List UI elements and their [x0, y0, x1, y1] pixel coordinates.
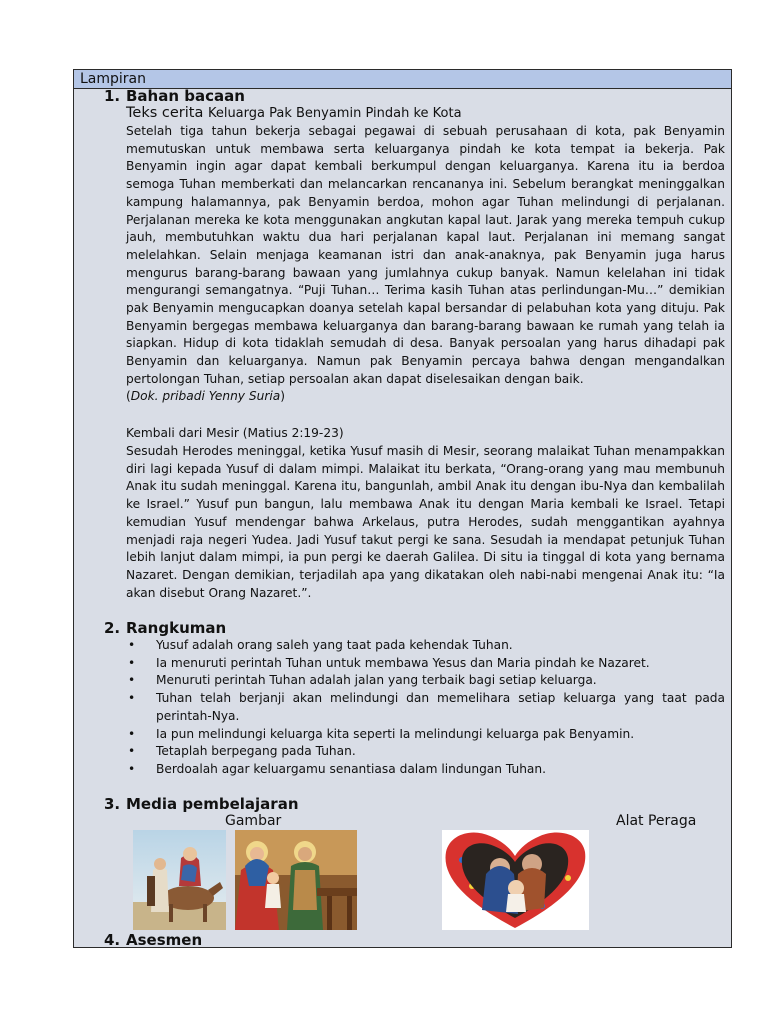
section-title-asesmen: 4. Asesmen	[104, 931, 203, 949]
story1-source: (Dok. pribadi Yenny Suria)	[126, 389, 285, 403]
flight-to-egypt-image	[133, 830, 226, 930]
section-title-media: 3. Media pembelajaran	[104, 795, 299, 813]
section-title-bahan-bacaan: 1. Bahan bacaan	[104, 87, 245, 105]
story2-text: Sesudah Herodes meninggal, ketika Yusuf masih di Mesir, seorang malaikat Tuhan menampakkan diri lagi kepada Yusuf di dalam mimpi. Malaikat itu berkata, “Orang-orang yang mau membunuh Anak itu sudah meninggal. Karena itu, bangunlah, ambil Anak itu dengan ibu-Nya dan kembalilah ke Israel.” Yusuf pun bangun, lalu membawa Anak itu dengan Maria kembali ke Israel. Tetapi kemudian Yusuf mendengar bahwa Arkelaus, putra Herodes, sudah menggantikan ayahnya menjadi raja negeri Yudea. Jadi Yusuf takut pergi ke sana. Sesudah ia mendapat petunjuk Tuhan lebih lanjut dalam mimpi, ia pun pergi ke daerah Galilea. Di situ ia tinggal di kota yang bernama Nazaret. Dengan demikian, terjadilah apa yang dikatakan oleh nabi-nabi mengenai Anak itu: “Ia akan disebut Orang Nazaret.”.	[126, 444, 725, 600]
story2-title: Kembali dari Mesir (Matius 2:19-23)	[126, 426, 344, 440]
list-item: • Yusuf adalah orang saleh yang taat pada kehendak Tuhan.	[128, 638, 513, 652]
section-title-rangkuman: 2. Rangkuman	[104, 619, 227, 637]
list-item: • Menuruti perintah Tuhan adalah jalan yang terbaik bagi setiap keluarga.	[128, 673, 597, 688]
story1-heading	[126, 105, 462, 121]
list-item: • Ia pun melindungi keluarga kita seperti Ia melindungi keluarga pak Benyamin.	[128, 726, 635, 741]
summary-list	[126, 637, 725, 779]
heart-frame-image	[442, 830, 589, 930]
story1-text: Setelah tiga tahun bekerja sebagai pegawai di sebuah perusahaan di kota, pak Benyamin memutuskan untuk membawa serta keluarganya pindah ke kota tempat ia bekerja. Pak Benyamin ingin agar dapat kembali berkumpul dengan keluarganya. Karena itu ia berdoa semoga Tuhan memberkati dan melancarkan rencananya ini. Sebelum berangkat meninggalkan kampung halamannya, pak Benyamin berdoa, mohon agar Tuhan melindungi di perjalanan. Perjalanan mereka ke kota menggunakan angkutan kapal laut. Jarak yang mereka tempuh cukup jauh, membutuhkan waktu dua hari perjalanan kapal laut. Perjalanan ini memang sangat melelahkan. Selain menjaga keamanan istri dan anak-anaknya, pak Benyamin juga harus mengurus barang-barang bawaan yang jumlahnya cukup banyak. Namun kelelahan ini tidak mengurangi semangatnya. “Puji Tuhan… Terima kasih Tuhan atas perlindungan-Mu…” demikian pak Benyamin mengucapkan doanya setelah kapal bersandar di pelabuhan kota yang dituju. Pak Benyamin bergegas membawa keluarganya dan barang-barang bawaan ke rumah yang telah ia siapkan. Hidup di kota tidaklah semudah di desa. Banyak persoalan yang harus dihadapi pak Benyamin dan keluarganya. Namun pak Benyamin percaya bahwa dengan mengandalkan pertolongan Tuhan, setiap persoalan akan dapat diselesaikan dengan baik.	[126, 124, 725, 386]
story1-label: Teks cerita	[126, 105, 204, 121]
alat-peraga-label: Alat Peraga	[616, 813, 697, 829]
gambar-label: Gambar	[225, 813, 282, 829]
list-item: • Tuhan telah berjanji akan melindungi dan memelihara setiap keluarga yang taat pada perintah-Nya.	[128, 691, 725, 723]
list-item: • Berdoalah agar keluargamu senantiasa dalam lindungan Tuhan.	[128, 761, 546, 776]
list-item: • Tetaplah berpegang pada Tuhan.	[128, 744, 356, 759]
appendix-box	[73, 69, 732, 948]
list-item: • Ia menuruti perintah Tuhan untuk membawa Yesus dan Maria pindah ke Nazaret.	[128, 655, 650, 670]
story1-title: Keluarga Pak Benyamin Pindah ke Kota	[207, 106, 462, 121]
holy-family-workshop-image	[235, 830, 357, 930]
appendix-header: Lampiran	[74, 70, 731, 89]
